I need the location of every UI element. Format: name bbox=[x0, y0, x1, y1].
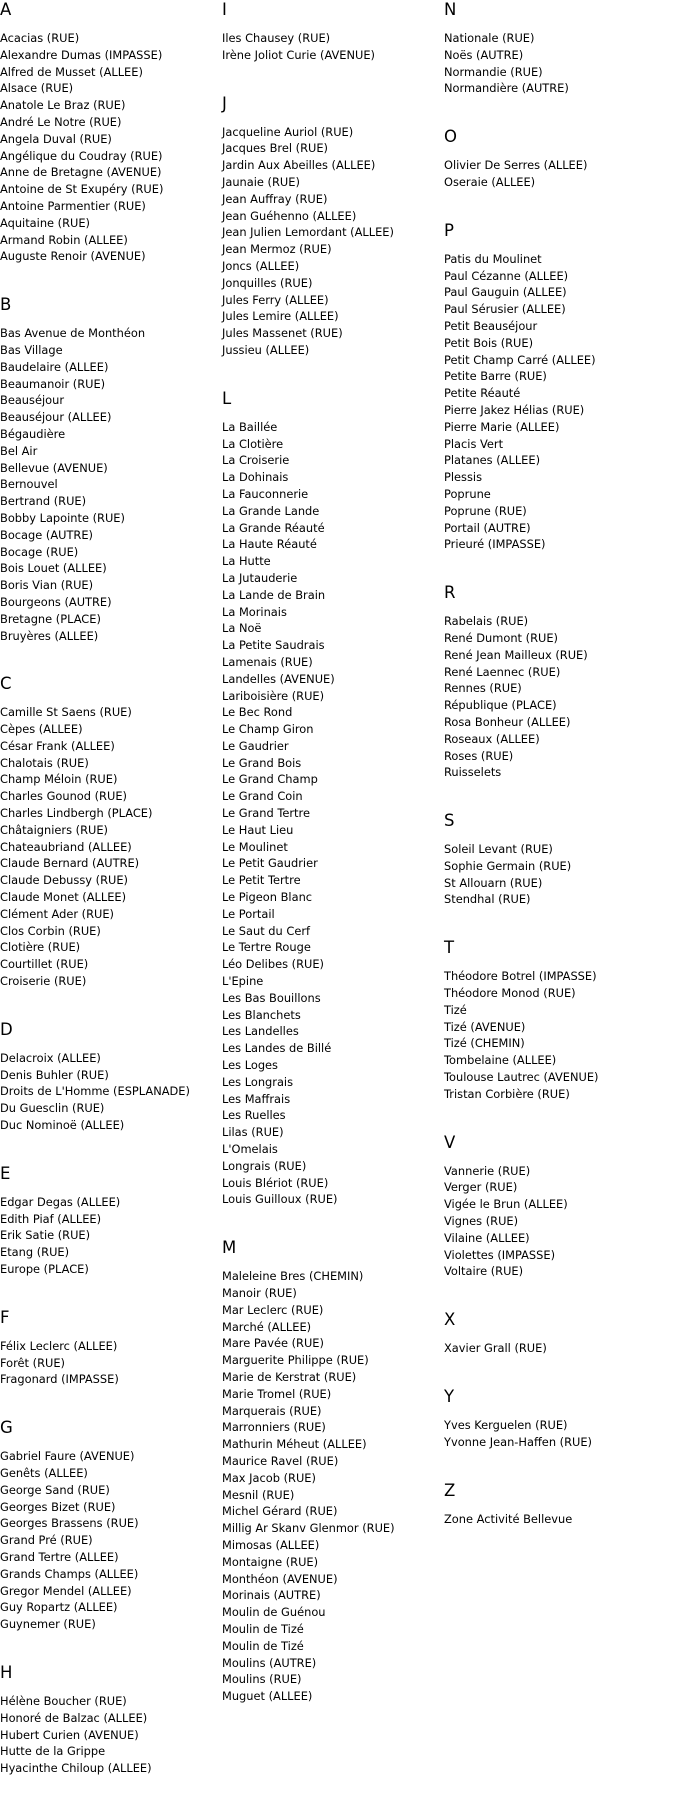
street-name: Bourgeons (AUTRE) bbox=[0, 594, 112, 609]
street-name: Le Gaudrier bbox=[222, 738, 289, 753]
street-name: Yves Kerguelen (RUE) bbox=[444, 1418, 568, 1433]
street-name: Manoir (RUE) bbox=[222, 1286, 297, 1300]
street-name: Jaunaie (RUE) bbox=[222, 174, 300, 189]
street-name: Le Petit Gaudrier bbox=[222, 856, 318, 871]
heading-spacer bbox=[0, 1184, 220, 1194]
section-letter-heading: N bbox=[444, 0, 457, 19]
street-name: Jules Lemire (ALLEE) bbox=[222, 309, 339, 324]
street-name: Landelles (AVENUE) bbox=[222, 671, 335, 686]
street-name: Anne de Bretagne (AVENUE) bbox=[0, 165, 162, 180]
street-name: Monthéon (AVENUE) bbox=[222, 1571, 338, 1586]
street-name: Moulins (RUE) bbox=[222, 1672, 302, 1687]
letter-section bbox=[222, 1238, 442, 1705]
street-name: Le Tertre Rouge bbox=[222, 940, 311, 955]
heading-spacer bbox=[222, 1258, 442, 1268]
street-name: Marché (ALLEE) bbox=[222, 1319, 312, 1334]
street-name: Prieuré (IMPASSE) bbox=[444, 537, 546, 552]
street-name: Bernouvel bbox=[0, 477, 58, 492]
street-name: Félix Leclerc (ALLEE) bbox=[0, 1338, 118, 1353]
letter-section bbox=[0, 1418, 220, 1633]
street-name: Longrais (RUE) bbox=[222, 1158, 307, 1173]
section-letter-heading: C bbox=[0, 674, 12, 694]
street-name: Roses (RUE) bbox=[444, 748, 514, 763]
street-name: Grand Tertre (ALLEE) bbox=[0, 1549, 119, 1564]
street-name: Hyacinthe Chiloup (ALLEE) bbox=[0, 1761, 152, 1776]
street-name: Bellevue (AVENUE) bbox=[0, 460, 108, 475]
street-name: Le Saut du Cerf bbox=[222, 923, 311, 938]
street-name: Vannerie (RUE) bbox=[444, 1163, 531, 1178]
street-name: Forêt (RUE) bbox=[0, 1355, 65, 1370]
street-name: Marquerais (RUE) bbox=[222, 1403, 322, 1418]
section-letter-heading: Z bbox=[444, 1480, 456, 1500]
letter-section bbox=[0, 1020, 220, 1134]
section-letter-heading: A bbox=[0, 0, 12, 19]
heading-spacer bbox=[444, 958, 664, 968]
street-name: Georges Bizet (RUE) bbox=[0, 1499, 116, 1514]
street-name: La Morinais bbox=[222, 604, 287, 619]
street-name: Verger (RUE) bbox=[444, 1180, 518, 1195]
street-name: Bégaudière bbox=[0, 426, 66, 441]
street-name: Le Bec Rond bbox=[222, 705, 293, 720]
heading-spacer bbox=[0, 315, 220, 325]
street-name: Angélique du Coudray (RUE) bbox=[0, 148, 163, 163]
street-name: St Allouarn (RUE) bbox=[444, 875, 543, 890]
street-name: Olivier De Serres (ALLEE) bbox=[444, 158, 588, 173]
street-name: Tizé (AVENUE) bbox=[444, 1019, 526, 1034]
street-name: La Haute Réauté bbox=[222, 537, 317, 552]
street-name: Hutte de la Grippe bbox=[0, 1744, 106, 1759]
street-index-column-1 bbox=[0, 0, 220, 1777]
street-name: Alexandre Dumas (IMPASSE) bbox=[0, 47, 163, 62]
street-name: La Hutte bbox=[222, 554, 271, 569]
street-name: Charles Lindbergh (PLACE) bbox=[0, 806, 153, 821]
section-letter-heading: P bbox=[444, 220, 454, 240]
street-name: Le Moulinet bbox=[222, 839, 288, 854]
street-name: Bertrand (RUE) bbox=[0, 494, 87, 509]
street-name: Jacqueline Auriol (RUE) bbox=[222, 124, 354, 139]
street-name: Le Pigeon Blanc bbox=[222, 890, 313, 905]
street-name: Bretagne (PLACE) bbox=[0, 611, 101, 626]
street-name: Maurice Ravel (RUE) bbox=[222, 1453, 339, 1468]
heading-spacer bbox=[222, 409, 442, 419]
street-name: Chalotais (RUE) bbox=[0, 755, 89, 770]
street-index-column-3 bbox=[444, 0, 664, 1527]
letter-section bbox=[444, 938, 664, 1102]
street-name: Toulouse Lautrec (AVENUE) bbox=[444, 1070, 599, 1085]
street-name: Vignes (RUE) bbox=[444, 1214, 519, 1229]
street-name: Antoine Parmentier (RUE) bbox=[0, 198, 146, 213]
street-name: Moulin de Tizé bbox=[222, 1638, 304, 1653]
heading-spacer bbox=[444, 603, 664, 613]
street-name: Les Blanchets bbox=[222, 1007, 301, 1022]
street-name: Petit Beauséjour bbox=[444, 318, 538, 333]
street-name: Angela Duval (RUE) bbox=[0, 131, 112, 146]
street-name: Oseraie (ALLEE) bbox=[444, 174, 536, 189]
heading-spacer bbox=[0, 1040, 220, 1050]
street-name: Yvonne Jean-Haffen (RUE) bbox=[444, 1434, 592, 1449]
letter-section bbox=[444, 1481, 664, 1528]
street-name: Paul Gauguin (ALLEE) bbox=[444, 285, 567, 300]
street-name: Jean Guéhenno (ALLEE) bbox=[222, 208, 357, 223]
heading-spacer bbox=[0, 1328, 220, 1338]
street-name: Jean Auffray (RUE) bbox=[222, 191, 328, 206]
letter-section bbox=[222, 0, 442, 64]
street-name: Droits de L'Homme (ESPLANADE) bbox=[0, 1084, 190, 1099]
heading-spacer bbox=[222, 20, 442, 30]
letter-section bbox=[444, 221, 664, 553]
street-name: Petite Barre (RUE) bbox=[444, 369, 547, 384]
street-name: Mathurin Méheut (ALLEE) bbox=[222, 1437, 367, 1452]
street-name: Lamenais (RUE) bbox=[222, 654, 313, 669]
street-name: Bobby Lapointe (RUE) bbox=[0, 510, 125, 525]
street-name: René Jean Mailleux (RUE) bbox=[444, 647, 588, 662]
street-name: Morinais (AUTRE) bbox=[222, 1588, 321, 1603]
section-letter-heading: J bbox=[222, 93, 227, 113]
street-name: Hubert Curien (AVENUE) bbox=[0, 1727, 139, 1742]
section-letter-heading: T bbox=[444, 938, 455, 958]
street-name: Violettes (IMPASSE) bbox=[444, 1247, 556, 1262]
street-name: Les Longrais bbox=[222, 1074, 294, 1089]
heading-spacer bbox=[0, 1438, 220, 1448]
street-name: Guynemer (RUE) bbox=[0, 1617, 96, 1632]
street-name: Théodore Monod (RUE) bbox=[444, 986, 576, 1001]
street-name: Jean Julien Lemordant (ALLEE) bbox=[222, 225, 394, 240]
letter-section bbox=[444, 127, 664, 191]
street-name: Louis Blériot (RUE) bbox=[222, 1175, 329, 1190]
street-name: Mimosas (ALLEE) bbox=[222, 1537, 320, 1552]
section-letter-heading: E bbox=[0, 1163, 11, 1183]
letter-section bbox=[222, 94, 442, 359]
street-name: La Grande Réauté bbox=[222, 520, 325, 535]
street-name: Bas Avenue de Monthéon bbox=[0, 326, 146, 341]
heading-spacer bbox=[0, 694, 220, 704]
letter-section bbox=[0, 1663, 220, 1777]
street-name: Bas Village bbox=[0, 342, 63, 357]
street-name: Delacroix (ALLEE) bbox=[0, 1050, 101, 1065]
letter-section bbox=[0, 0, 220, 265]
letter-section bbox=[0, 295, 220, 644]
street-name: République (PLACE) bbox=[444, 698, 557, 713]
street-name: Croiserie (RUE) bbox=[0, 974, 87, 989]
heading-spacer bbox=[444, 1153, 664, 1163]
section-letter-heading: O bbox=[444, 127, 457, 147]
street-name: René Dumont (RUE) bbox=[444, 630, 558, 645]
section-letter-heading: X bbox=[444, 1310, 456, 1330]
section-letter-heading: L bbox=[222, 388, 232, 408]
street-name: Gabriel Faure (AVENUE) bbox=[0, 1449, 135, 1464]
street-name: Champ Méloin (RUE) bbox=[0, 772, 118, 787]
street-name: Duc Nominoë (ALLEE) bbox=[0, 1118, 125, 1133]
street-name: Edith Piaf (ALLEE) bbox=[0, 1211, 102, 1226]
street-name: Maleleine Bres (CHEMIN) bbox=[222, 1269, 364, 1284]
street-name: Tizé (CHEMIN) bbox=[444, 1036, 525, 1051]
street-name: Bocage (AUTRE) bbox=[0, 527, 93, 542]
street-name: Max Jacob (RUE) bbox=[222, 1470, 316, 1485]
street-name: George Sand (RUE) bbox=[0, 1482, 110, 1497]
street-name: Le Grand Bois bbox=[222, 755, 302, 770]
street-name: Le Petit Tertre bbox=[222, 873, 301, 888]
street-index-column-2 bbox=[222, 0, 442, 1705]
street-name: Les Loges bbox=[222, 1058, 278, 1073]
street-name: Acacias (RUE) bbox=[0, 31, 80, 45]
street-name: Beauséjour (ALLEE) bbox=[0, 410, 112, 425]
street-name: Gregor Mendel (ALLEE) bbox=[0, 1583, 132, 1598]
street-name: Mesnil (RUE) bbox=[222, 1487, 295, 1502]
street-name: Mar Leclerc (RUE) bbox=[222, 1302, 324, 1317]
street-name: Portail (AUTRE) bbox=[444, 520, 531, 535]
street-name: Antoine de St Exupéry (RUE) bbox=[0, 182, 164, 197]
letter-section bbox=[444, 1310, 664, 1357]
letter-section bbox=[444, 0, 664, 97]
letter-section bbox=[0, 1308, 220, 1388]
street-name: Platanes (ALLEE) bbox=[444, 453, 541, 468]
street-name: Edgar Degas (ALLEE) bbox=[0, 1194, 121, 1209]
street-name: Marie Tromel (RUE) bbox=[222, 1386, 332, 1401]
street-name: Rennes (RUE) bbox=[444, 681, 522, 696]
street-name: Moulin de Guénou bbox=[222, 1605, 326, 1620]
street-name: Petit Champ Carré (ALLEE) bbox=[444, 352, 596, 367]
street-name: Rosa Bonheur (ALLEE) bbox=[444, 714, 571, 729]
street-name: Plessis bbox=[444, 470, 483, 485]
street-name: Roseaux (ALLEE) bbox=[444, 731, 540, 746]
street-name: Poprune bbox=[444, 486, 491, 501]
letter-section bbox=[222, 389, 442, 1208]
street-name: Cèpes (ALLEE) bbox=[0, 722, 83, 737]
street-name: Normandière (AUTRE) bbox=[444, 81, 569, 96]
street-name: Grand Pré (RUE) bbox=[0, 1533, 93, 1548]
street-name: Erik Satie (RUE) bbox=[0, 1228, 91, 1243]
street-name: Clotière (RUE) bbox=[0, 940, 81, 955]
street-name: Le Portail bbox=[222, 906, 275, 921]
street-name: Normandie (RUE) bbox=[444, 64, 543, 79]
section-letter-heading: H bbox=[0, 1662, 13, 1682]
street-name: Georges Brassens (RUE) bbox=[0, 1516, 139, 1531]
heading-spacer bbox=[0, 20, 220, 30]
section-letter-heading: G bbox=[0, 1418, 13, 1438]
street-name: Millig Ar Skanv Glenmor (RUE) bbox=[222, 1521, 395, 1536]
section-letter-heading: S bbox=[444, 811, 455, 831]
heading-spacer bbox=[444, 20, 664, 30]
street-name: Jonquilles (RUE) bbox=[222, 275, 313, 290]
street-name: Lariboisière (RUE) bbox=[222, 688, 325, 703]
street-name: Le Grand Coin bbox=[222, 789, 303, 804]
street-name: Théodore Botrel (IMPASSE) bbox=[444, 969, 597, 984]
section-letter-heading: M bbox=[222, 1238, 237, 1258]
street-name: La Jutauderie bbox=[222, 570, 298, 585]
street-name: Jean Mermoz (RUE) bbox=[222, 242, 332, 257]
street-name: Aquitaine (RUE) bbox=[0, 215, 91, 230]
street-name: Tombelaine (ALLEE) bbox=[444, 1053, 557, 1068]
letter-section bbox=[444, 1387, 664, 1451]
street-name: La Baillée bbox=[222, 419, 278, 434]
street-name: Joncs (ALLEE) bbox=[222, 258, 300, 273]
street-name: Soleil Levant (RUE) bbox=[444, 842, 553, 857]
street-name: Nationale (RUE) bbox=[444, 31, 535, 45]
street-name: Irène Joliot Curie (AVENUE) bbox=[222, 47, 376, 62]
street-name: La Croiserie bbox=[222, 453, 290, 468]
street-name: Les Ruelles bbox=[222, 1108, 286, 1123]
section-letter-heading: F bbox=[0, 1307, 10, 1327]
street-name: Etang (RUE) bbox=[0, 1245, 70, 1260]
street-name: Patis du Moulinet bbox=[444, 251, 542, 266]
street-name: Marguerite Philippe (RUE) bbox=[222, 1353, 369, 1368]
street-name: Bocage (RUE) bbox=[0, 544, 79, 559]
street-name: Le Haut Lieu bbox=[222, 822, 294, 837]
street-name: Alsace (RUE) bbox=[0, 81, 74, 96]
street-name: Armand Robin (ALLEE) bbox=[0, 232, 128, 247]
letter-section bbox=[444, 1133, 664, 1281]
street-name: Petite Réauté bbox=[444, 386, 521, 401]
street-name: Claude Bernard (AUTRE) bbox=[0, 856, 140, 871]
street-name: Auguste Renoir (AVENUE) bbox=[0, 249, 146, 264]
street-name: Iles Chausey (RUE) bbox=[222, 31, 331, 45]
street-name: Grands Champs (ALLEE) bbox=[0, 1566, 139, 1581]
street-name: Petit Bois (RUE) bbox=[444, 335, 534, 350]
street-name: Jules Ferry (ALLEE) bbox=[222, 292, 329, 307]
street-name: André Le Notre (RUE) bbox=[0, 114, 122, 129]
street-name: La Dohinais bbox=[222, 470, 289, 485]
heading-spacer bbox=[222, 114, 442, 124]
street-name: Boris Vian (RUE) bbox=[0, 578, 94, 593]
street-name: Léo Delibes (RUE) bbox=[222, 957, 324, 972]
street-name: Louis Guilloux (RUE) bbox=[222, 1192, 338, 1207]
street-name: Vilaine (ALLEE) bbox=[444, 1230, 530, 1245]
street-name: Pierre Jakez Hélias (RUE) bbox=[444, 402, 585, 417]
letter-section bbox=[444, 583, 664, 781]
street-name: Jacques Brel (RUE) bbox=[222, 141, 328, 156]
street-name: L'Epine bbox=[222, 974, 264, 989]
street-name: Voltaire (RUE) bbox=[444, 1264, 524, 1279]
street-name: Stendhal (RUE) bbox=[444, 892, 531, 907]
street-name: Jussieu (ALLEE) bbox=[222, 342, 310, 357]
street-name: César Frank (ALLEE) bbox=[0, 738, 115, 753]
street-name: Jules Massenet (RUE) bbox=[222, 326, 343, 341]
street-name: Jardin Aux Abeilles (ALLEE) bbox=[222, 158, 376, 173]
street-name: Tizé bbox=[444, 1002, 467, 1017]
street-name: Marronniers (RUE) bbox=[222, 1420, 326, 1435]
street-name: Le Grand Tertre bbox=[222, 806, 310, 821]
street-name: Paul Sérusier (ALLEE) bbox=[444, 302, 566, 317]
street-name: Chateaubriand (ALLEE) bbox=[0, 839, 132, 854]
section-letter-heading: D bbox=[0, 1019, 13, 1039]
street-name: Châtaigniers (RUE) bbox=[0, 822, 108, 837]
street-name: Moulin de Tizé bbox=[222, 1621, 304, 1636]
section-letter-heading: Y bbox=[444, 1387, 455, 1407]
street-name: Le Grand Champ bbox=[222, 772, 318, 787]
heading-spacer bbox=[444, 241, 664, 251]
street-name: Bois Louet (ALLEE) bbox=[0, 561, 107, 576]
section-letter-heading: I bbox=[222, 0, 227, 19]
street-name: Denis Buhler (RUE) bbox=[0, 1067, 109, 1082]
street-name: La Grande Lande bbox=[222, 503, 320, 518]
street-name: Claude Monet (ALLEE) bbox=[0, 890, 127, 905]
street-name: Marie de Kerstrat (RUE) bbox=[222, 1369, 357, 1384]
street-name: Courtillet (RUE) bbox=[0, 957, 89, 972]
street-name: Beaumanoir (RUE) bbox=[0, 376, 106, 391]
street-name: Le Champ Giron bbox=[222, 722, 314, 737]
street-name: Tristan Corbière (RUE) bbox=[444, 1086, 570, 1101]
street-name: Michel Gérard (RUE) bbox=[222, 1504, 338, 1519]
letter-section bbox=[0, 1164, 220, 1278]
heading-spacer bbox=[444, 1501, 664, 1511]
street-name: Alfred de Musset (ALLEE) bbox=[0, 64, 143, 79]
street-name: Rabelais (RUE) bbox=[444, 614, 529, 629]
street-name: La Clotière bbox=[222, 436, 284, 451]
section-letter-heading: V bbox=[444, 1132, 456, 1152]
street-name: Vigée le Brun (ALLEE) bbox=[444, 1197, 568, 1212]
street-name: Poprune (RUE) bbox=[444, 503, 527, 518]
street-name: Montaigne (RUE) bbox=[222, 1554, 319, 1569]
street-name: Europe (PLACE) bbox=[0, 1262, 89, 1277]
street-name: La Noë bbox=[222, 621, 262, 636]
street-name: Camille St Saens (RUE) bbox=[0, 705, 132, 720]
street-name: Zone Activité Bellevue bbox=[444, 1511, 573, 1526]
street-name: Genêts (ALLEE) bbox=[0, 1466, 88, 1480]
street-name: Baudelaire (ALLEE) bbox=[0, 359, 109, 374]
street-name: Beauséjour bbox=[0, 393, 64, 408]
street-name: Du Guesclin (RUE) bbox=[0, 1101, 105, 1116]
heading-spacer bbox=[444, 1330, 664, 1340]
street-name: L'Omelais bbox=[222, 1142, 278, 1157]
street-name: La Petite Saudrais bbox=[222, 638, 325, 653]
street-name: Claude Debussy (RUE) bbox=[0, 873, 128, 888]
street-name: Paul Cézanne (ALLEE) bbox=[444, 268, 569, 283]
street-name: Ruisselets bbox=[444, 765, 502, 780]
street-name: La Lande de Brain bbox=[222, 587, 326, 602]
street-name: Pierre Marie (ALLEE) bbox=[444, 419, 560, 434]
street-name: Guy Ropartz (ALLEE) bbox=[0, 1600, 118, 1615]
street-name: Noës (AUTRE) bbox=[444, 47, 524, 62]
street-name: La Fauconnerie bbox=[222, 486, 309, 501]
letter-section bbox=[0, 674, 220, 990]
street-name: Les Landelles bbox=[222, 1024, 299, 1039]
street-name: Bel Air bbox=[0, 443, 38, 458]
street-name: Anatole Le Braz (RUE) bbox=[0, 98, 126, 113]
street-name: Lilas (RUE) bbox=[222, 1125, 284, 1140]
street-name: Sophie Germain (RUE) bbox=[444, 858, 572, 873]
street-name: Muguet (ALLEE) bbox=[222, 1689, 313, 1704]
street-name: Xavier Grall (RUE) bbox=[444, 1341, 547, 1356]
street-name: Mare Pavée (RUE) bbox=[222, 1336, 324, 1351]
street-name: Les Landes de Billé bbox=[222, 1041, 332, 1056]
heading-spacer bbox=[0, 1683, 220, 1693]
street-name: Clément Ader (RUE) bbox=[0, 906, 115, 921]
street-name: Honoré de Balzac (ALLEE) bbox=[0, 1710, 148, 1725]
street-name: Les Bas Bouillons bbox=[222, 990, 321, 1005]
heading-spacer bbox=[444, 831, 664, 841]
street-name: Fragonard (IMPASSE) bbox=[0, 1372, 119, 1387]
street-name: Hélène Boucher (RUE) bbox=[0, 1693, 127, 1708]
section-letter-heading: B bbox=[0, 295, 12, 315]
heading-spacer bbox=[444, 1407, 664, 1417]
street-name: Moulins (AUTRE) bbox=[222, 1655, 317, 1670]
letter-section bbox=[444, 811, 664, 908]
street-name: Les Maffrais bbox=[222, 1091, 291, 1106]
street-name: Charles Gounod (RUE) bbox=[0, 789, 127, 804]
heading-spacer bbox=[444, 147, 664, 157]
street-name: Clos Corbin (RUE) bbox=[0, 923, 101, 938]
street-name: Placis Vert bbox=[444, 436, 504, 451]
street-name: Bruyères (ALLEE) bbox=[0, 628, 99, 643]
section-letter-heading: R bbox=[444, 583, 456, 603]
street-name: René Laennec (RUE) bbox=[444, 664, 561, 679]
